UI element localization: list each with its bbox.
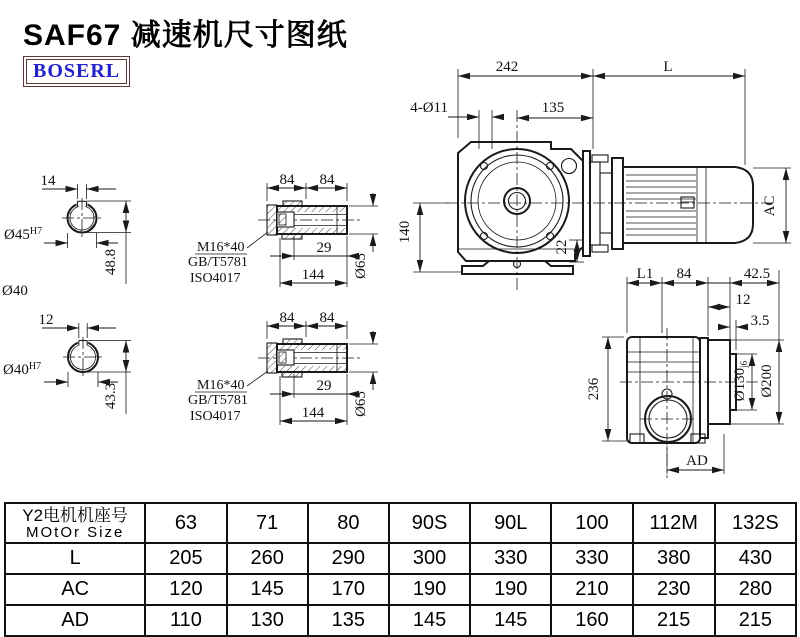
solid-shaft-section-bottom	[3, 312, 131, 414]
dim-12: 12	[735, 292, 751, 308]
dim-l1: L1	[636, 266, 654, 282]
dim-236: 236	[586, 377, 602, 401]
label-thread-d40: Ø40	[2, 283, 28, 299]
dim-29: 29	[316, 378, 332, 394]
dim-3-5: 3.5	[750, 313, 770, 329]
table-cell: 280	[715, 574, 796, 605]
dim-84a: 84	[279, 172, 295, 188]
dim-84a: 84	[279, 310, 295, 326]
table-cell: 145	[227, 574, 308, 605]
col-header: 132S	[715, 503, 796, 543]
dim-bore-40: $Ø40^{H7}$	[3, 361, 42, 378]
header-motor-size-cn: Y2电机机座号	[22, 505, 129, 525]
header-motor-size	[5, 503, 145, 543]
row-label: AD	[5, 605, 145, 636]
dim-42-5: 42.5	[743, 266, 771, 282]
dim-motor-height: AC	[762, 195, 778, 217]
table-row-AC	[5, 574, 796, 605]
col-header: 80	[308, 503, 389, 543]
table-header-row	[5, 503, 796, 543]
table-cell: 430	[715, 543, 796, 574]
dim-bore-45: $Ø45^{H7}$	[4, 226, 43, 243]
dim-43-3: 43.3	[103, 382, 119, 410]
dim-48-8: 48.8	[103, 248, 119, 276]
dim-d65: Ø65	[353, 253, 369, 279]
col-header: 112M	[633, 503, 715, 543]
table-cell: 190	[470, 574, 551, 605]
table-cell: 190	[389, 574, 470, 605]
dim-144: 144	[301, 267, 325, 283]
brand-logo: BOSERL	[23, 56, 130, 87]
table-cell: 230	[633, 574, 715, 605]
dim-ad: AD	[686, 453, 708, 469]
side-view	[586, 266, 784, 478]
dim-135: 135	[541, 100, 565, 116]
bolt-spec: M16*40	[197, 240, 245, 255]
table-cell: 120	[145, 574, 226, 605]
table-cell: 160	[551, 605, 632, 636]
dim-84: 84	[676, 266, 692, 282]
table-cell: 260	[227, 543, 308, 574]
hollow-shaft-view-bottom	[188, 310, 378, 425]
table-cell: 290	[308, 543, 389, 574]
table-cell: 215	[715, 605, 796, 636]
bolt-spec: M16*40	[197, 378, 245, 393]
col-header: 90L	[470, 503, 551, 543]
table-cell: 210	[551, 574, 632, 605]
table-cell: 145	[389, 605, 470, 636]
table-cell: 130	[227, 605, 308, 636]
dim-140: 140	[397, 220, 413, 244]
col-header: 63	[145, 503, 226, 543]
dim-84b: 84	[319, 172, 335, 188]
table-row-AD	[5, 605, 796, 636]
table-cell: 135	[308, 605, 389, 636]
dim-144: 144	[301, 405, 325, 421]
row-label: AC	[5, 574, 145, 605]
col-header: 100	[551, 503, 632, 543]
dim-motor-length: L	[663, 59, 673, 75]
table-cell: 380	[633, 543, 715, 574]
row-label: L	[5, 543, 145, 574]
dim-22: 22	[554, 239, 570, 255]
table-cell: 145	[470, 605, 551, 636]
dim-mount-holes: 4-Ø11	[410, 100, 448, 116]
dim-key-width-14: 14	[40, 173, 56, 189]
solid-shaft-section-top	[4, 173, 131, 284]
dim-d200: Ø200	[759, 364, 775, 398]
bolt-iso: ISO4017	[190, 409, 241, 424]
table-cell: 170	[308, 574, 389, 605]
dim-d65: Ø65	[353, 391, 369, 417]
front-view-gearbox-motor	[397, 59, 791, 292]
dim-d130: $Ø130_{j6}$	[732, 360, 749, 402]
dim-242: 242	[495, 59, 519, 75]
dim-29: 29	[316, 240, 332, 256]
table-cell: 330	[551, 543, 632, 574]
bolt-std: GB/T5781	[188, 393, 248, 408]
motor-size-table	[4, 502, 797, 637]
header-motor-size-en: MOtOr Size	[26, 523, 125, 541]
table-cell: 300	[389, 543, 470, 574]
table-cell: 330	[470, 543, 551, 574]
hollow-shaft-view-top	[188, 172, 378, 287]
col-header: 90S	[389, 503, 470, 543]
table-cell: 205	[145, 543, 226, 574]
page-title: SAF67 减速机尺寸图纸	[23, 19, 348, 52]
table-row-L	[5, 543, 796, 574]
bolt-iso: ISO4017	[190, 271, 241, 286]
table-cell: 215	[633, 605, 715, 636]
bolt-std: GB/T5781	[188, 255, 248, 270]
dim-84b: 84	[319, 310, 335, 326]
col-header: 71	[227, 503, 308, 543]
table-cell: 110	[145, 605, 226, 636]
dim-key-width-12: 12	[38, 312, 54, 328]
